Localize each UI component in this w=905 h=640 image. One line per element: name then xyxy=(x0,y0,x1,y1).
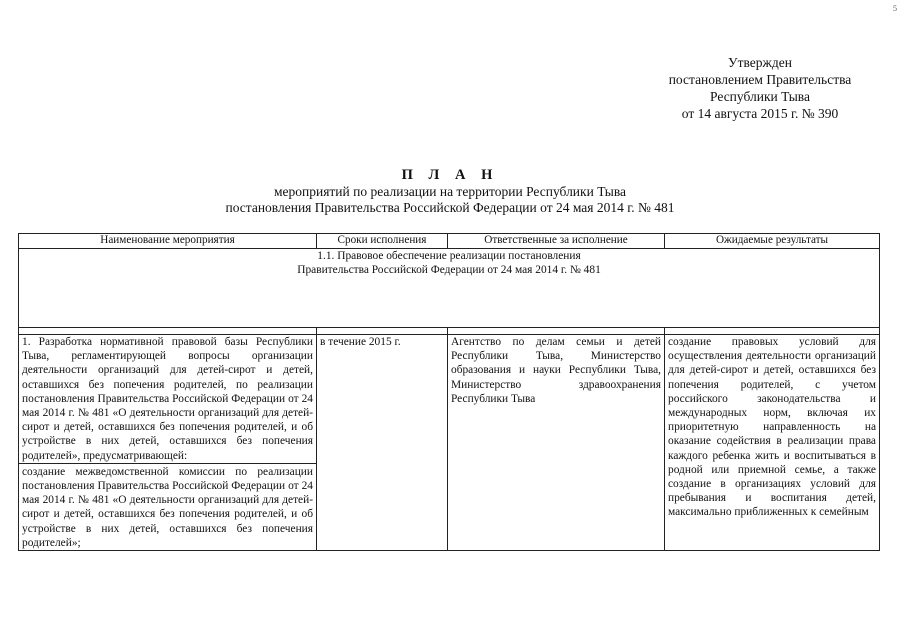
header-result: Ожидаемые результаты xyxy=(665,234,880,249)
cell-deadline: в течение 2015 г. xyxy=(317,335,448,551)
section-line-1: 1.1. Правовое обеспечение реализации постановления xyxy=(317,250,581,262)
approval-line-4: от 14 августа 2015 г. № 390 xyxy=(681,106,839,121)
plan-title: П Л А Н xyxy=(401,167,499,183)
approval-line-2: постановлением Правительства xyxy=(668,72,852,87)
plan-subtitle-1: мероприятий по реализации на территории Республики Тыва xyxy=(273,184,627,199)
measure-subitem: создание межведомственной комиссии по реализации постановления Правительства Российской Федерации от 24 мая 2014 г. № 481 «О деятельности организаций для детей-сирот и детей, оставшихся без попечения родителей, и об устройстве в них детей, оставшихся без попечения родителей»; xyxy=(19,463,316,550)
spacer-row xyxy=(19,328,880,335)
spacer-cell xyxy=(317,328,448,335)
header-responsible: Ответственные за исполнение xyxy=(448,234,665,249)
spacer-cell xyxy=(665,328,880,335)
section-heading xyxy=(19,249,880,328)
approval-stamp xyxy=(640,54,880,122)
cell-measure xyxy=(19,335,317,551)
spacer-cell xyxy=(448,328,665,335)
header-measure: Наименование мероприятия xyxy=(19,234,317,249)
table-row xyxy=(19,335,880,551)
plan-heading xyxy=(160,166,740,216)
plan-subtitle-2: постановления Правительства Российской Федерации от 24 мая 2014 г. № 481 xyxy=(225,200,675,215)
measure-text: 1. Разработка нормативной правовой базы Республики Тыва, регламентирующей вопросы организации деятельности организаций для детей-сирот и детей, оставшихся без попечения родителей, по реализации постановления Правительства Российской Федерации от 24 мая 2014 г. № 481 «О деятельности организаций для детей-сирот и детей, оставшихся без попечения родителей, и об устройстве в них детей, оставшихся без попечения родителей», предусматривающей: xyxy=(22,336,313,462)
approval-line-3: Республики Тыва xyxy=(710,89,810,104)
section-line-2: Правительства Российской Федерации от 24 мая 2014 г. № 481 xyxy=(297,264,601,276)
section-row xyxy=(19,249,880,328)
cell-result: создание правовых условий для осуществления деятельности организаций для детей-сирот и детей, оставшихся без попечения родителей, с учетом российского законодательства и международных норм, включая их приоритетную направленность на оказание содействия в реализации права каждого ребенка жить и воспитываться в родной или приемной семье, а также создание в организациях условий для пребывания и воспитания детей, максимально приближенных к семейным xyxy=(665,335,880,551)
table-header-row xyxy=(19,234,880,249)
header-deadline: Сроки исполнения xyxy=(317,234,448,249)
spacer-cell xyxy=(19,328,317,335)
plan-table xyxy=(18,233,880,551)
cell-responsible: Агентство по делам семьи и детей Республики Тыва, Министерство образования и науки Республики Тыва, Министерство здравоохранения Республики Тыва xyxy=(448,335,665,551)
page-corner-mark: 5 xyxy=(893,4,897,13)
approval-line-1: Утвержден xyxy=(728,55,792,70)
